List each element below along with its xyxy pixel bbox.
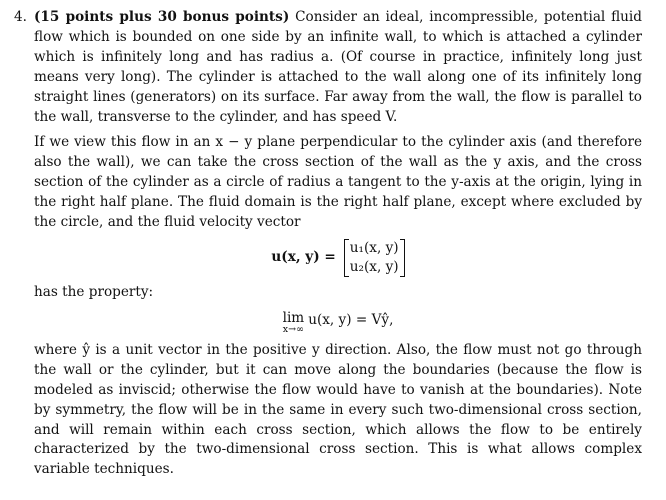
velocity-vector-equation: [34, 239, 642, 277]
equation-lhs: u(x, y) =: [271, 249, 336, 266]
paragraph-2: If we view this flow in an x − y plane perpendicular to the cylinder axis (and therefore also the wall), we can take the cross section of the wall as the y axis, and the cross section of the cylinder as a circle of radius a tangent to the y-axis at the origin, lying in the right half plane. The fluid domain is the right half plane, except where excluded by the circle, and the fluid velocity vector: [34, 134, 642, 231]
paragraph-3: has the property:: [34, 283, 154, 300]
limit-equation: [34, 309, 642, 335]
points-label: (15 points plus 30 bonus points): [34, 9, 290, 25]
paragraph-4: where ŷ is a unit vector in the positive y direction. Also, the flow must not go through the wall or the cylinder, but it can move along the boundaries (because the flow is modeled as inviscid; otherwise the flow would have to vanish at the boundaries). Note by symmetry, the flow will be in the same in every such two-dimensional cross section, and will remain within each cross section, which allows the flow to be entirely characterized by the two-dimensional cross section. This is what allows complex variable techniques.: [34, 341, 642, 478]
problem-number: 4.: [14, 9, 27, 25]
vector-row-1: u₁(x, y): [349, 239, 399, 256]
paragraph-1-text: Consider an ideal, incompressible, potential fluid flow which is bounded on one side by an infinite wall, to which is attached a cylinder which is infinitely long and has radius a. (Of course in practice, infinitely long just means very long). The cylinder is attached to the wall along one of its infinitely long straight lines (generators) on its surface. Far away from the wall, the flow is parallel to the wall, transverse to the cylinder, and has speed V.: [34, 9, 642, 125]
limit-operator: lim: [282, 309, 305, 326]
limit-subscript: x→∞: [282, 323, 304, 335]
paragraph-intro: [34, 8, 642, 127]
vector-row-2: u₂(x, y): [349, 258, 399, 275]
problem-4: [14, 8, 642, 480]
column-vector: [344, 239, 405, 277]
limit-rhs: u(x, y) = Vŷ,: [308, 311, 394, 328]
